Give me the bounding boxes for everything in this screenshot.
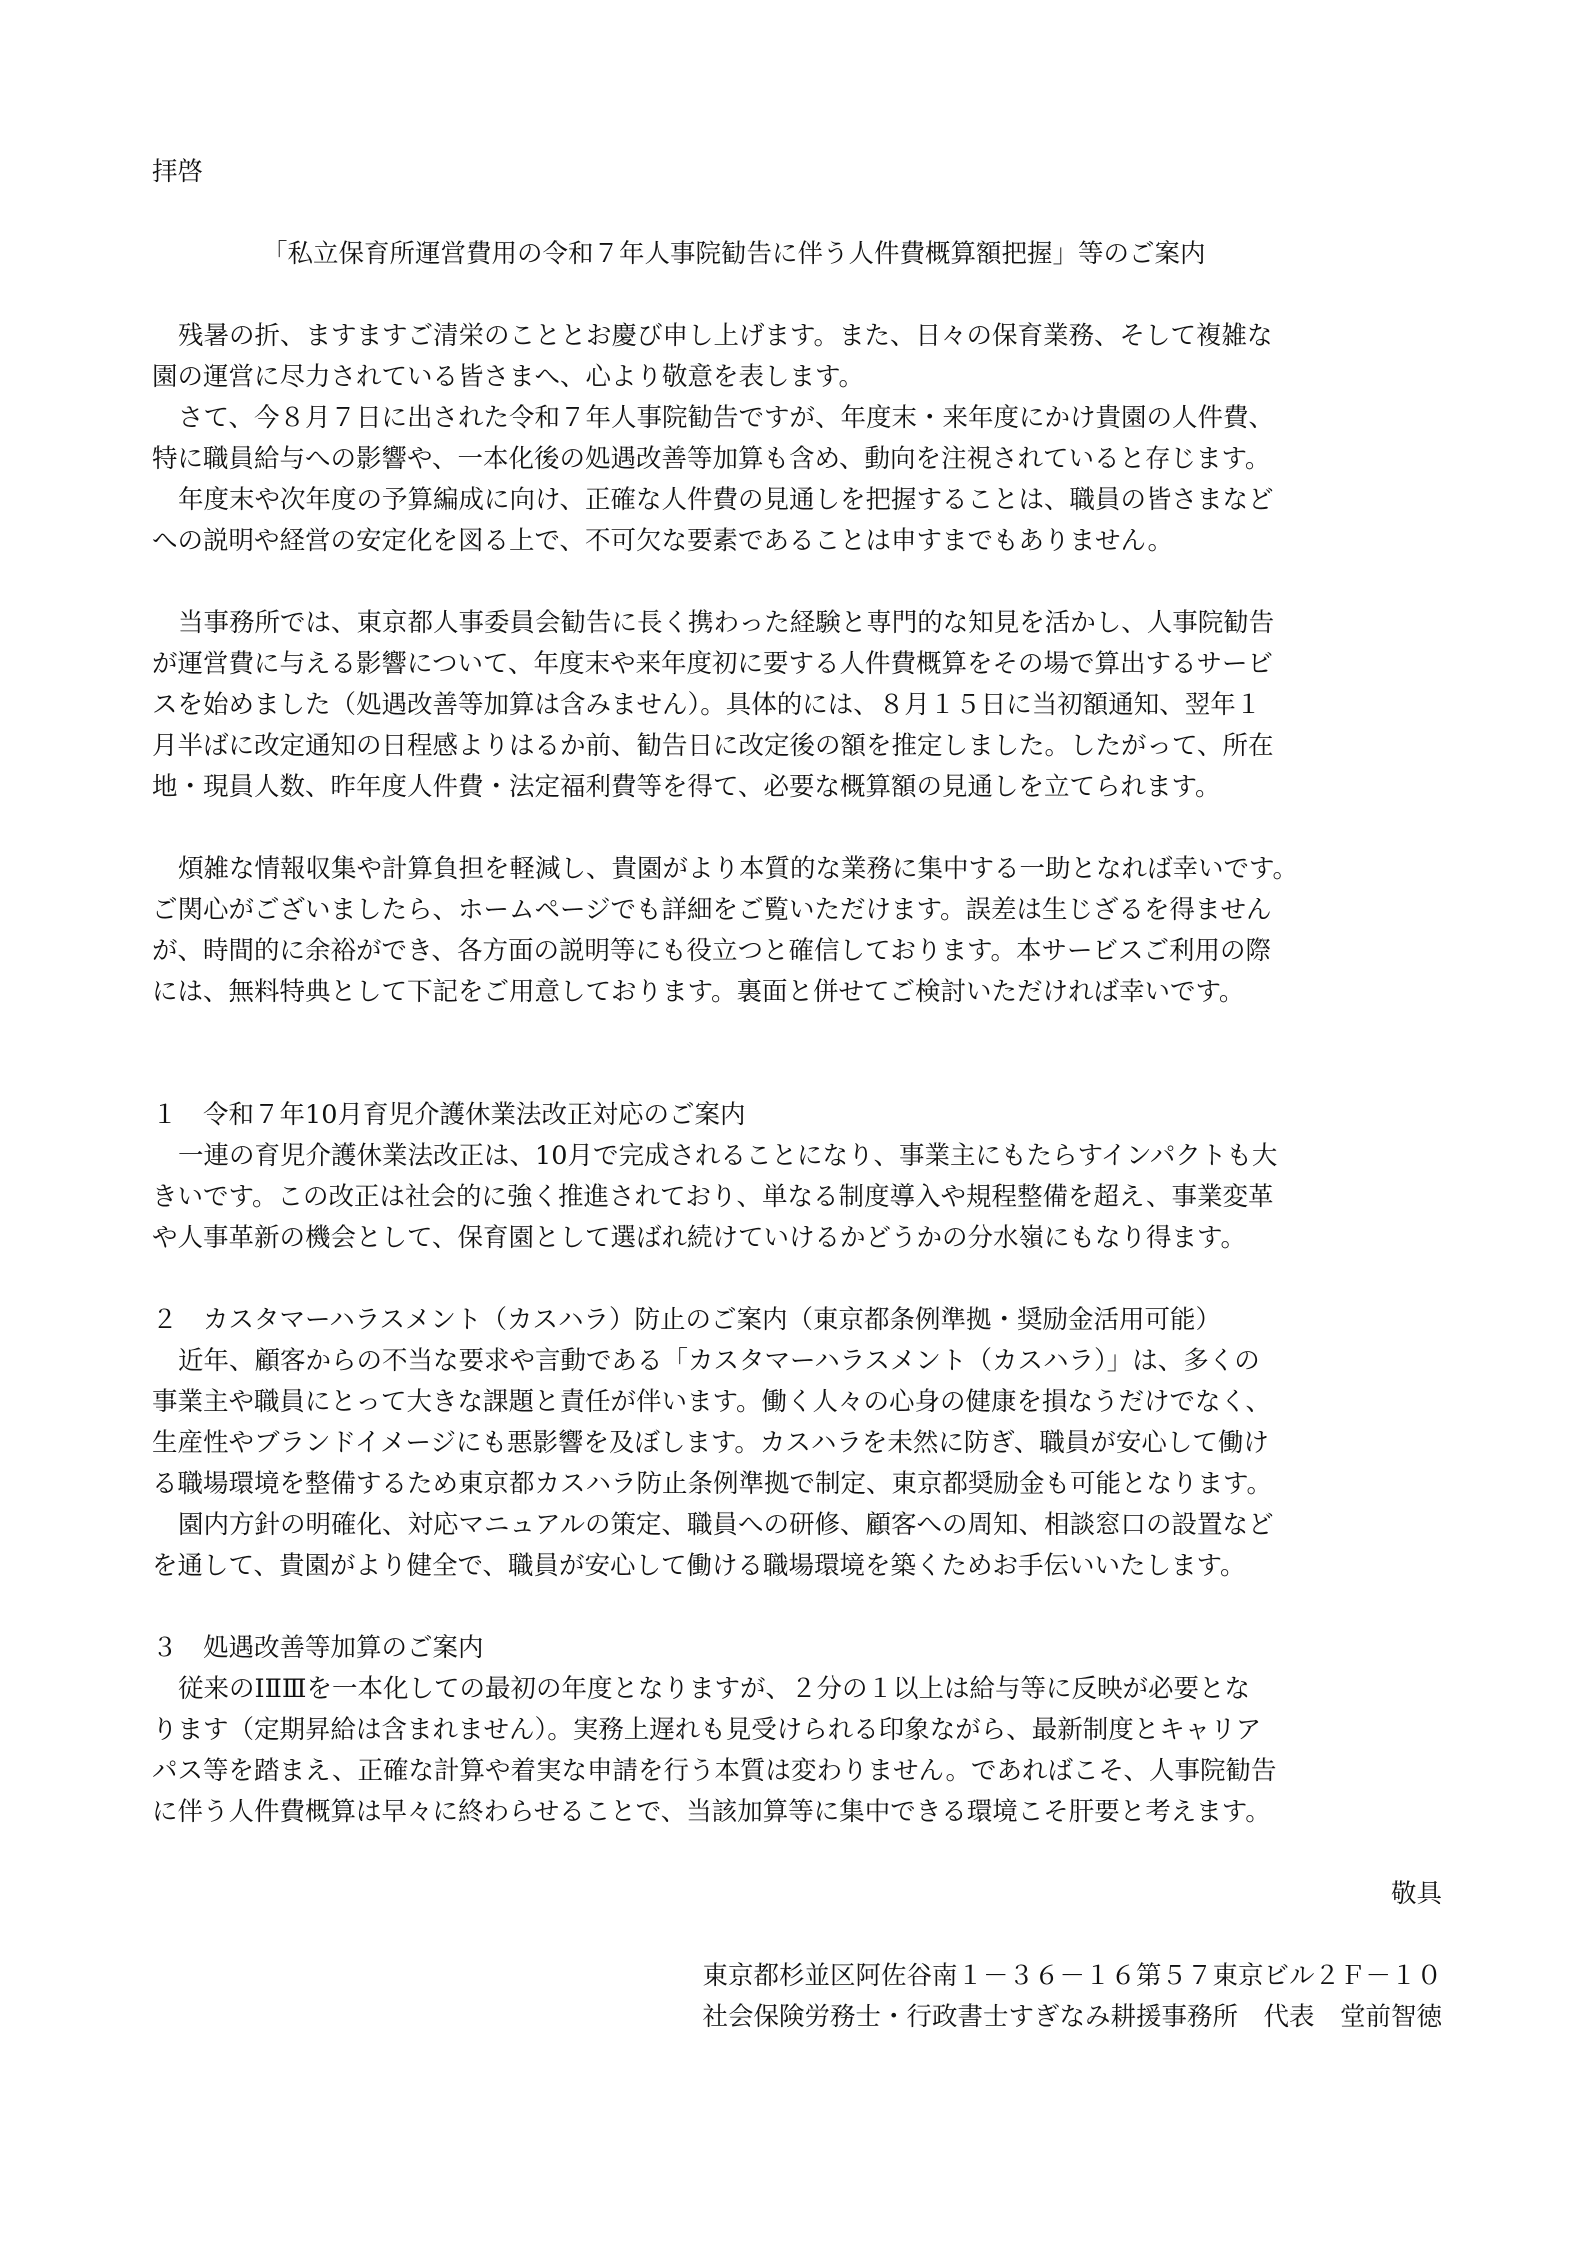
service-line: 地・現員人数、昨年度人件費・法定福利費等を得て、必要な概算額の見通しを立てられます。 [152,772,1221,802]
intro-line: 園の運営に尽力されている皆さまへ、心より敬意を表します。 [152,362,864,392]
service-line: が運営費に与える影響について、年度末や来年度初に要する人件費概算をその場で算出するサービ [152,649,1273,679]
service-line: スを始めました（処遇改善等加算は含みません）。具体的には、８月１５日に当初額通知、翌年１ [152,690,1262,720]
service-paragraph [152,603,1442,808]
section-line: きいです。この改正は社会的に強く推進されており、単なる制度導入や規程整備を超え、事業変革 [152,1182,1274,1212]
intro-line: さて、今８月７日に出された令和７年人事院勧告ですが、年度末・来年度にかけ貴園の人件費、 [178,403,1274,433]
section-childcare-leave [152,1095,1442,1259]
intro-line: への説明や経営の安定化を図る上で、不可欠な要素であることは申すまでもありません。 [152,526,1174,556]
sender-block [152,1956,1442,2038]
service-line: 当事務所では、東京都人事委員会勧告に長く携わった経験と専門的な知見を活かし、人事院勧告 [178,608,1275,638]
section-line: る職場環境を整備するため東京都カスハラ防止条例準拠で制定、東京都奨励金も可能となります。 [152,1469,1272,1499]
section-line: や人事革新の機会として、保育園として選ばれ続けていけるかどうかの分水嶺にもなり得ます。 [152,1223,1246,1253]
intro-line: 特に職員給与への影響や、一本化後の処遇改善等加算も含め、動向を注視されていると存じます。 [152,444,1271,474]
section-heading: ３ 処遇改善等加算のご案内 [152,1633,484,1663]
section-treatment-improvement [152,1628,1442,1833]
section-line: に伴う人件費概算は早々に終わらせることで、当該加算等に集中できる環境こそ肝要と考えます。 [152,1797,1271,1827]
closing-para-line: には、無料特典として下記をご用意しております。裏面と併せてご検討いただければ幸いです。 [152,977,1245,1007]
intro-line: 年度末や次年度の予算編成に向け、正確な人件費の見通しを把握することは、職員の皆さまなど [178,485,1274,515]
section-heading: １ 令和７年10月育児介護休業法改正対応のご案内 [152,1100,746,1130]
service-line: 月半ばに改定通知の日程感よりはるか前、勧告日に改定後の額を推定しました。したがって、所在 [152,731,1274,761]
closing-para-line: 煩雑な情報収集や計算負担を軽減し、貴園がより本質的な業務に集中する一助となれば幸いです。 [178,854,1298,884]
section-line: 従来のⅠⅡⅢを一本化しての最初の年度となりますが、２分の１以上は給与等に反映が必要とな [178,1674,1250,1704]
section-line: 一連の育児介護休業法改正は、10月で完成されることになり、事業主にもたらすインパクトも大 [178,1141,1278,1171]
closing-word: 敬具 [1390,1879,1442,1909]
section-customer-harassment [152,1300,1442,1587]
section-line: ります（定期昇給は含まれません）。実務上遅れも見受けられる印象ながら、最新制度とキャリア [152,1715,1262,1745]
intro-paragraph [152,316,1442,562]
letter-page [152,152,1442,2038]
section-line: 園内方針の明確化、対応マニュアルの策定、職員への研修、顧客への周知、相談窓口の設置など [178,1510,1274,1540]
closing-para-line: ご関心がございましたら、ホームページでも詳細をご覧いただけます。誤差は生じざるを得ません [152,895,1272,925]
section-line: 近年、顧客からの不当な要求や言動である「カスタマーハラスメント（カスハラ）」は、多くの [178,1346,1260,1376]
letter-title: 「私立保育所運営費用の令和７年人事院勧告に伴う人件費概算額把握」等のご案内 [262,239,1206,269]
sender-office: 社会保険労務士・行政書士すぎなみ耕援事務所 代表 堂前智徳 [702,2002,1442,2032]
sender-address: 東京都杉並区阿佐谷南１－３６－１６第５７東京ビル２Ｆ－１０ [702,1961,1442,1991]
closing-para-line: が、時間的に余裕ができ、各方面の説明等にも役立つと確信しております。本サービスご利用の際 [152,936,1271,966]
section-heading: ２ カスタマーハラスメント（カスハラ）防止のご案内（東京都条例準拠・奨励金活用可能） [152,1305,1221,1335]
section-line: を通して、貴園がより健全で、職員が安心して働ける職場環境を築くためお手伝いいたします。 [152,1551,1246,1581]
section-line: パス等を踏まえ、正確な計算や着実な申請を行う本質は変わりません。であればこそ、人事院勧告 [152,1756,1277,1786]
salutation: 拝啓 [152,157,204,187]
section-line: 生産性やブランドイメージにも悪影響を及ぼします。カスハラを未然に防ぎ、職員が安心して働け [152,1428,1269,1458]
closing-paragraph [152,849,1442,1013]
intro-line: 残暑の折、ますますご清栄のこととお慶び申し上げます。また、日々の保育業務、そして複雑な [178,321,1273,351]
section-line: 事業主や職員にとって大きな課題と責任が伴います。働く人々の心身の健康を損なうだけでなく、 [152,1387,1271,1417]
